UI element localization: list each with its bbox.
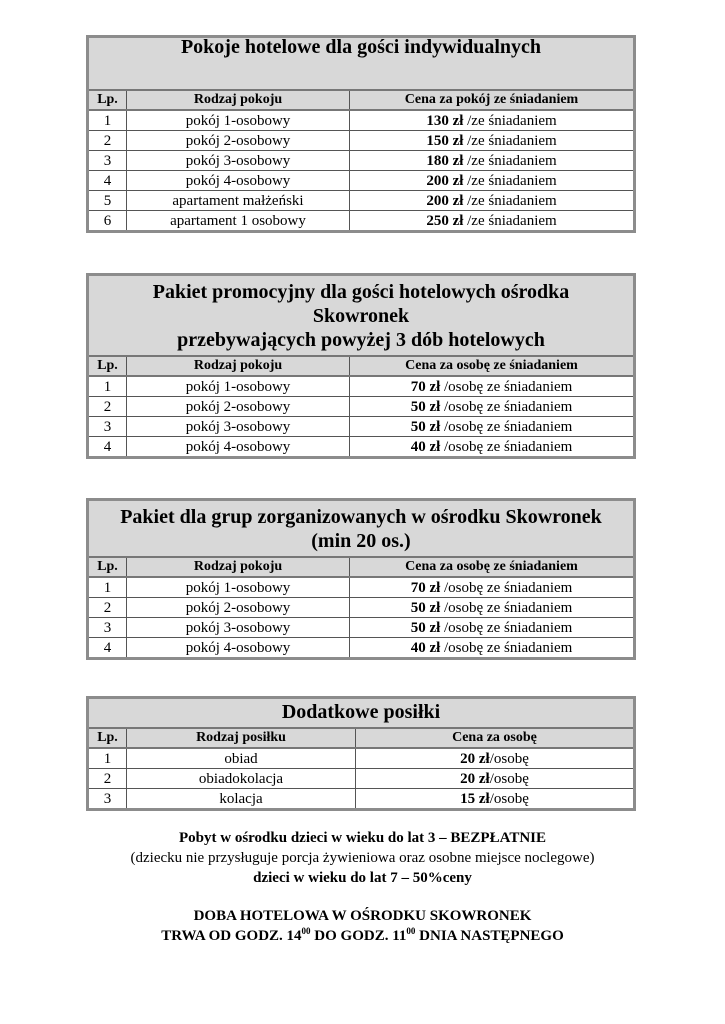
table-title [88,275,635,357]
row-type: pokój 1-osobowy [127,376,350,397]
row-price-cell [350,191,635,211]
table-row [88,748,635,769]
header-lp: Lp. [88,557,127,577]
row-price-cell [350,110,635,131]
table-body [88,376,635,458]
note-discount-children: dzieci w wieku do lat 7 – 50%ceny [253,870,472,886]
row-price: 50 zł [410,398,441,415]
table-row [88,638,635,659]
header-price: Cena za osobę ze śniadaniem [350,557,635,577]
row-price-suffix: /ze śniadaniem [463,172,557,189]
header-price: Cena za osobę [356,728,635,748]
row-price-cell [350,171,635,191]
table-title-text: Pokoje hotelowe dla gości indywidualnych [180,36,542,58]
table-title-text: Dodatkowe posiłki [281,701,441,723]
table-body [88,110,635,232]
hotel-day-line2 [0,926,725,946]
table-row [88,618,635,638]
table-row [88,191,635,211]
row-lp: 1 [88,577,127,598]
extra-meals-table [86,696,636,811]
row-price-suffix: /ze śniadaniem [463,132,557,149]
row-price: 150 zł [426,132,464,149]
children-notes [0,828,725,888]
row-price: 200 zł [426,172,464,189]
table-body [88,748,635,810]
row-type: apartament małżeński [127,191,350,211]
row-price-suffix: /osobę ze śniadaniem [440,378,573,395]
hotel-day-note [0,906,725,946]
row-price: 50 zł [410,599,441,616]
row-lp: 6 [88,211,127,232]
row-lp: 3 [88,151,127,171]
table-row [88,437,635,458]
row-price: 70 zł [410,579,441,596]
promo-package-table [86,273,636,459]
row-price: 130 zł [426,112,464,129]
row-price: 40 zł [410,639,441,656]
row-lp: 1 [88,748,127,769]
note-no-meal: (dziecku nie przysługuje porcja żywieniowa oraz osobne miejsce noclegowe) [130,850,595,866]
table-title-line: przebywających powyżej 3 dób hotelowych [177,329,545,351]
hotel-day-line1: DOBA HOTELOWA W OŚRODKU SKOWRONEK [193,908,532,924]
row-type: pokój 1-osobowy [127,110,350,131]
row-price-suffix: /osobę [489,750,529,767]
row-price-suffix: /osobę ze śniadaniem [440,619,573,636]
hotel-day-to: DO GODZ. 11 [310,928,407,944]
row-type: obiadokolacja [127,769,356,789]
row-price-cell [350,577,635,598]
header-price: Cena za osobę ze śniadaniem [350,356,635,376]
row-price-suffix: /osobę [489,770,529,787]
row-price: 70 zł [410,378,441,395]
row-price-cell [356,769,635,789]
row-lp: 5 [88,191,127,211]
rooms-individual-table [86,35,636,233]
table-row [88,417,635,437]
row-price: 40 zł [410,438,441,455]
row-price-cell [350,151,635,171]
row-lp: 1 [88,376,127,397]
row-type: pokój 1-osobowy [127,577,350,598]
table-row [88,110,635,131]
table-row [88,376,635,397]
table-title [88,37,635,91]
row-price-cell [350,211,635,232]
row-lp: 4 [88,638,127,659]
header-price: Cena za pokój ze śniadaniem [350,90,635,110]
row-lp: 4 [88,171,127,191]
table-row [88,131,635,151]
row-lp: 1 [88,110,127,131]
table-title [88,500,635,558]
row-price-cell [350,618,635,638]
table-row [88,577,635,598]
row-price-suffix: /osobę ze śniadaniem [440,639,573,656]
row-type: kolacja [127,789,356,810]
row-type: pokój 2-osobowy [127,131,350,151]
table-row [88,397,635,417]
table-row [88,151,635,171]
row-price: 20 zł [460,750,490,767]
header-lp: Lp. [88,90,127,110]
row-price-cell [350,417,635,437]
row-type: pokój 3-osobowy [127,618,350,638]
row-lp: 3 [88,618,127,638]
row-price-suffix: /osobę ze śniadaniem [440,579,573,596]
row-price: 50 zł [410,418,441,435]
row-price-cell [350,598,635,618]
row-lp: 2 [88,131,127,151]
header-room-type: Rodzaj pokoju [127,90,350,110]
row-type: pokój 4-osobowy [127,171,350,191]
row-price: 200 zł [426,192,464,209]
header-room-type: Rodzaj pokoju [127,356,350,376]
row-type: pokój 4-osobowy [127,638,350,659]
hotel-day-from: TRWA OD GODZ. 14 [161,928,302,944]
row-lp: 3 [88,789,127,810]
row-price-cell [356,748,635,769]
table-row [88,598,635,618]
table-body [88,577,635,659]
row-price-suffix: /osobę ze śniadaniem [440,599,573,616]
row-lp: 2 [88,598,127,618]
table-row [88,789,635,810]
header-meal-type: Rodzaj posiłku [127,728,356,748]
table-title-line: Pakiet promocyjny dla gości hotelowych ośrodka [152,281,570,303]
table-row [88,171,635,191]
row-price-cell [350,397,635,417]
hotel-day-next: DNIA NASTĘPNEGO [415,928,564,944]
row-price: 50 zł [410,619,441,636]
row-type: pokój 2-osobowy [127,598,350,618]
row-price: 250 zł [426,212,464,229]
table-title-line: (min 20 os.) [311,530,411,552]
group-package-table [86,498,636,660]
row-lp: 4 [88,437,127,458]
row-price-suffix: /osobę ze śniadaniem [440,398,573,415]
table-title [88,698,635,729]
row-price-suffix: /osobę ze śniadaniem [440,438,573,455]
row-type: pokój 4-osobowy [127,437,350,458]
header-room-type: Rodzaj pokoju [127,557,350,577]
row-price-cell [356,789,635,810]
row-type: pokój 3-osobowy [127,417,350,437]
row-type: apartament 1 osobowy [127,211,350,232]
row-price-cell [350,376,635,397]
row-lp: 2 [88,769,127,789]
row-price: 20 zł [460,770,490,787]
row-type: pokój 3-osobowy [127,151,350,171]
header-lp: Lp. [88,728,127,748]
hotel-day-to-minutes: 00 [406,926,416,936]
row-type: pokój 2-osobowy [127,397,350,417]
row-lp: 2 [88,397,127,417]
row-price-suffix: /ze śniadaniem [463,212,557,229]
table-title-line: Pakiet dla grup zorganizowanych w ośrodku Skowronek [120,506,602,528]
table-row [88,769,635,789]
note-free-children: Pobyt w ośrodku dzieci w wieku do lat 3 – BEZPŁATNIE [179,830,546,846]
table-title-line: Skowronek [312,305,410,327]
row-price-suffix: /ze śniadaniem [463,152,557,169]
row-price-suffix: /osobę [489,790,529,807]
row-price: 180 zł [426,152,464,169]
hotel-day-from-minutes: 00 [301,926,311,936]
row-type: obiad [127,748,356,769]
row-price-cell [350,638,635,659]
row-price: 15 zł [460,790,490,807]
row-price-suffix: /ze śniadaniem [463,192,557,209]
row-price-suffix: /osobę ze śniadaniem [440,418,573,435]
header-lp: Lp. [88,356,127,376]
table-row [88,211,635,232]
row-price-cell [350,437,635,458]
row-price-cell [350,131,635,151]
row-price-suffix: /ze śniadaniem [463,112,557,129]
row-lp: 3 [88,417,127,437]
